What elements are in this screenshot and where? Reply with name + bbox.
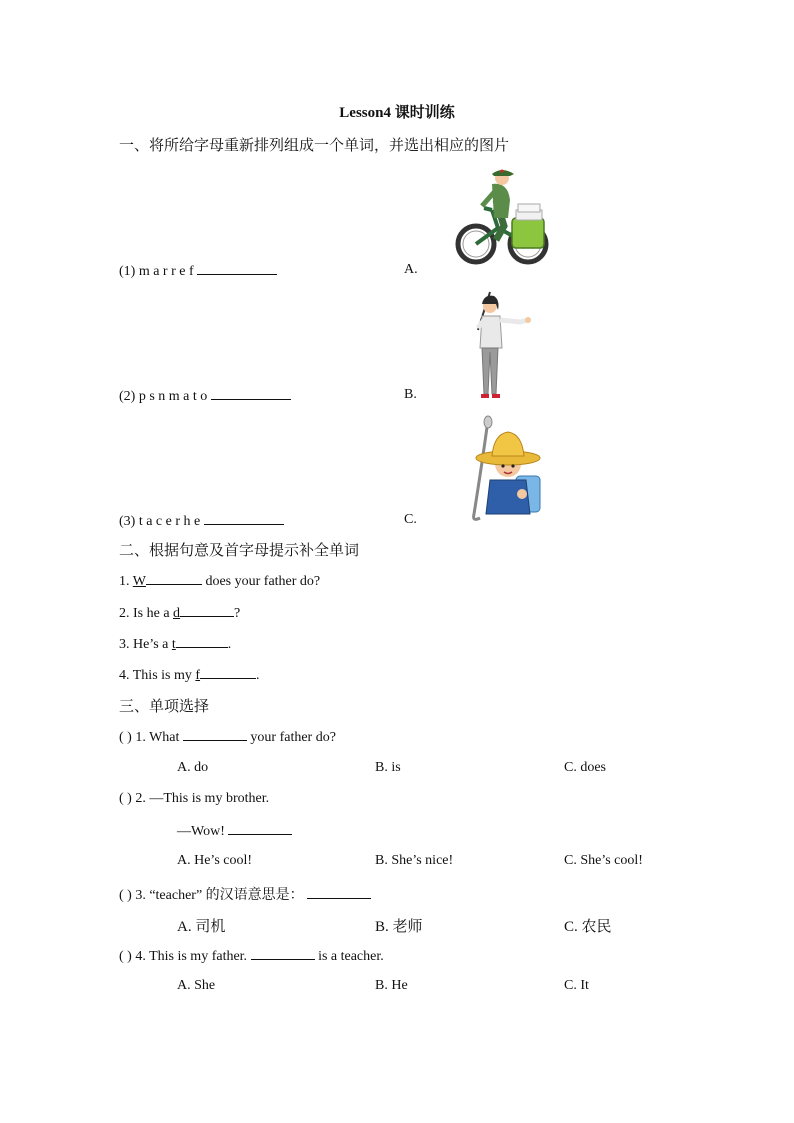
item-text: 4. This is my — [119, 668, 192, 683]
question-text: 3. “teacher” 的汉语意思是： — [135, 888, 304, 903]
answer-blank[interactable] — [200, 666, 256, 679]
answer-blank[interactable] — [228, 822, 292, 835]
question-3 — [119, 884, 371, 904]
answer-paren[interactable]: ( ) — [119, 730, 132, 745]
q1-option-c[interactable]: C. does — [564, 760, 606, 775]
fill-item-1 — [119, 572, 320, 590]
question-text: 4. This is my father. — [135, 949, 248, 964]
answer-blank[interactable] — [183, 728, 247, 741]
hint-letter: d — [173, 606, 181, 621]
item-text: . — [227, 637, 232, 652]
question-text: is a teacher. — [318, 949, 384, 964]
question-text: —Wow! — [177, 824, 225, 839]
answer-blank[interactable] — [307, 886, 371, 899]
q1-option-a[interactable]: A. do — [177, 760, 209, 775]
hint-letter: f — [195, 668, 201, 683]
question-2-reply — [177, 822, 292, 840]
fill-item-3 — [119, 635, 231, 653]
question-2 — [119, 791, 269, 807]
hint-letter: t — [171, 637, 176, 652]
item-text: 2. Is he a — [119, 606, 170, 621]
page-title: Lesson4 课时训练 — [339, 105, 455, 121]
q3-option-c[interactable]: C. 农民 — [564, 919, 612, 935]
option-c-label: C. — [404, 512, 417, 527]
postman-picture — [452, 166, 552, 270]
fill-item-4 — [119, 666, 260, 684]
q1-option-b[interactable]: B. is — [375, 760, 401, 775]
scramble-letters: (1) m a r r e f — [119, 264, 194, 279]
answer-blank[interactable] — [176, 635, 228, 648]
q3-option-a[interactable]: A. 司机 — [177, 919, 226, 935]
item-text: . — [256, 668, 260, 683]
policewoman-picture — [470, 290, 534, 402]
section-3-heading: 三、单项选择 — [119, 699, 210, 715]
answer-blank[interactable] — [211, 387, 291, 400]
answer-paren[interactable]: ( ) — [119, 949, 132, 964]
q3-option-b[interactable]: B. 老师 — [375, 919, 423, 935]
answer-blank[interactable] — [180, 604, 234, 617]
q4-option-b[interactable]: B. He — [375, 978, 408, 993]
scramble-letters: (2) p s n m a t o — [119, 389, 208, 404]
question-4 — [119, 947, 384, 965]
answer-paren[interactable]: ( ) — [119, 888, 132, 903]
q4-option-a[interactable]: A. She — [177, 978, 216, 993]
item-text: does your father do? — [205, 574, 321, 589]
question-1 — [119, 728, 336, 746]
q2-option-a[interactable]: A. He’s cool! — [177, 853, 253, 868]
q2-option-c[interactable]: C. She’s cool! — [564, 853, 643, 868]
answer-blank[interactable] — [197, 262, 277, 275]
item-text: 3. He’s a — [119, 637, 169, 652]
item-number: 1. — [119, 574, 130, 589]
q4-option-c[interactable]: C. It — [564, 978, 589, 993]
section-2-heading: 二、根据句意及首字母提示补全单词 — [119, 543, 360, 559]
q2-option-b[interactable]: B. She’s nice! — [375, 853, 454, 868]
fill-item-2 — [119, 604, 240, 622]
question-text: 1. What — [135, 730, 180, 745]
answer-paren[interactable]: ( ) — [119, 791, 132, 806]
hint-letter: W — [132, 574, 146, 589]
option-b-label: B. — [404, 387, 417, 402]
scramble-item-2 — [119, 387, 291, 405]
option-a-label: A. — [404, 262, 418, 277]
item-text: ? — [234, 606, 241, 621]
question-text: your father do? — [250, 730, 336, 745]
answer-blank[interactable] — [251, 947, 315, 960]
section-1-heading: 一、将所给字母重新排列组成一个单词，并选出相应的图片 — [119, 138, 510, 154]
scramble-letters: (3) t a c e r h e — [119, 514, 201, 529]
scramble-item-1 — [119, 262, 277, 280]
answer-blank[interactable] — [204, 512, 284, 525]
farmer-picture — [464, 414, 546, 524]
scramble-item-3 — [119, 512, 284, 530]
question-text: 2. —This is my brother. — [135, 791, 270, 806]
answer-blank[interactable] — [146, 572, 202, 585]
